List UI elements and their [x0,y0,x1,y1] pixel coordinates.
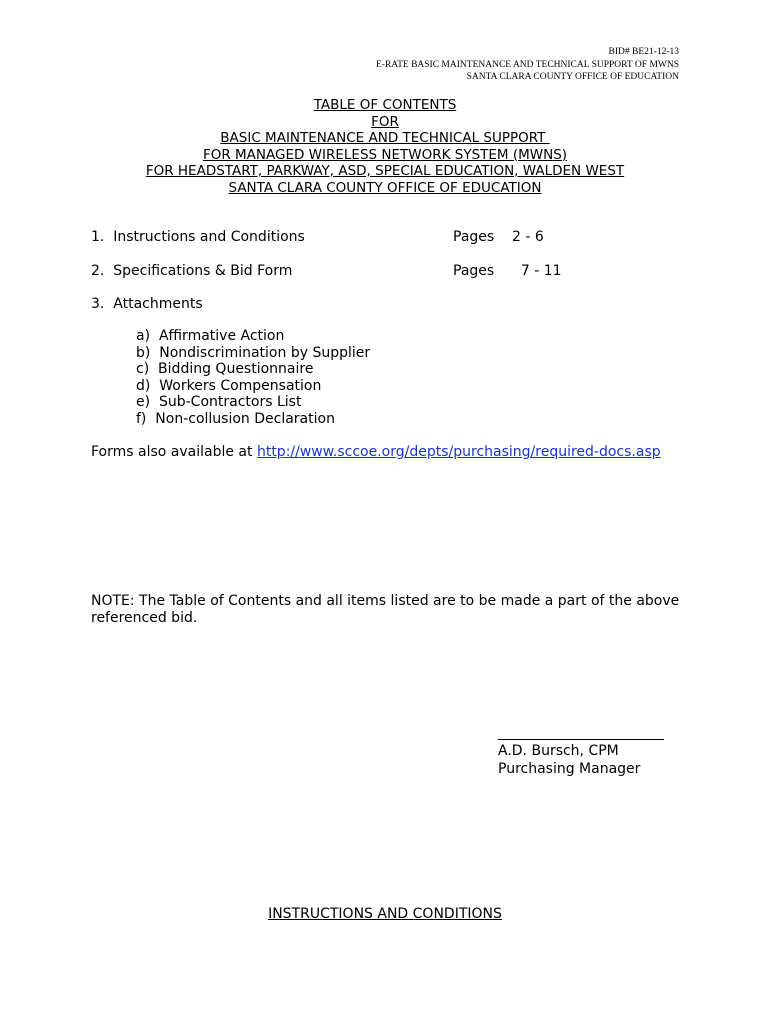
list-item: b) Nondiscrimination by Supplier [136,344,371,361]
toc-item-pages: Pages 7 - 11 [453,263,562,279]
list-item: e) Sub-Contractors List [136,394,302,410]
list-item: c) Bidding Questionnaire [136,361,314,377]
required-docs-link[interactable]: http://www.sccoe.org/depts/purchasing/required-docs.asp [256,444,661,460]
project-line: E-RATE BASIC MAINTENANCE AND TECHNICAL SUPPORT OF MWNS [375,59,679,70]
title-line-1: TABLE OF CONTENTS [313,97,457,113]
title-line-3: BASIC MAINTENANCE AND TECHNICAL SUPPORT [220,130,550,146]
document-header [376,46,679,84]
toc-item-pages: Pages 2 - 6 [453,229,544,245]
list-item: d) Workers Compensation [136,377,322,394]
title-line-5: FOR HEADSTART, PARKWAY, ASD, SPECIAL EDUCATION, WALDEN WEST [145,163,625,179]
forms-prefix: Forms also available at [91,444,257,460]
title-line-4: FOR MANAGED WIRELESS NETWORK SYSTEM (MWNS) [202,146,568,163]
title-line-6: SANTA CLARA COUNTY OFFICE OF EDUCATION [228,179,542,196]
list-item: f) Non-collusion Declaration [136,410,335,427]
signature-block [498,742,640,778]
forms-availability-line [91,444,661,461]
office-line: SANTA CLARA COUNTY OFFICE OF EDUCATION [466,72,679,82]
title-line-2: FOR [371,113,399,130]
note-paragraph: NOTE: The Table of Contents and all items listed are to be made a part of the above referenced bid. [91,593,680,626]
list-item: a) Affirmative Action [136,328,285,344]
section-heading: INSTRUCTIONS AND CONDITIONS [268,906,502,922]
signer-name: A.D. Bursch, CPM [498,743,619,759]
bid-number: BID# BE21-12-13 [608,47,679,57]
signature-line [498,739,664,740]
toc-item-label: 2. Specifications & Bid Form [91,263,293,279]
attachments-list [136,328,370,427]
toc-item-label: 3. Attachments [91,296,203,312]
signer-role: Purchasing Manager [498,761,641,777]
toc-title-block [0,97,770,196]
toc-item-label: 1. Instructions and Conditions [91,229,305,245]
